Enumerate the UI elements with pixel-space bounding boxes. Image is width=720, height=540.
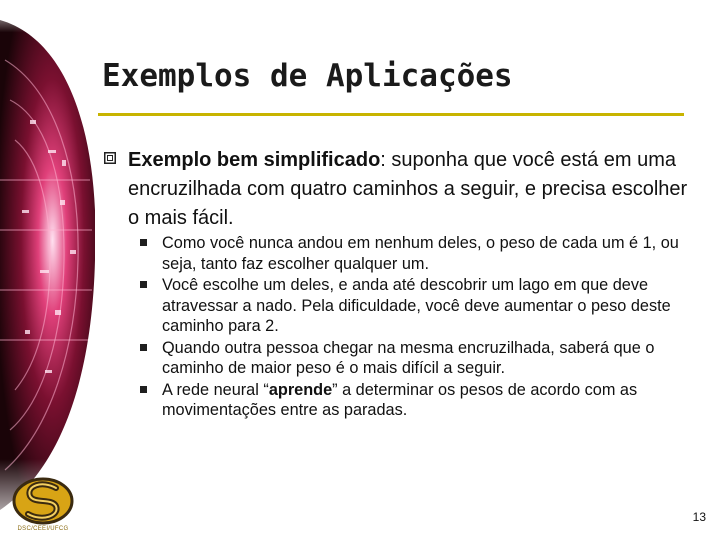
sub-bullet-bold: aprende	[268, 380, 333, 399]
sub-bullet-item	[162, 275, 707, 337]
logo-caption: DSC/CEEI/UFCG	[17, 526, 69, 532]
sub-bullet-text-before: A rede neural “	[162, 380, 269, 399]
filled-square-bullet-icon	[140, 386, 147, 393]
hollow-square-bullet-icon	[104, 151, 116, 163]
ufcg-logo-icon	[12, 470, 74, 532]
sub-bullet-text: Como você nunca andou em nenhum deles, o peso de cada um é 1, ou seja, tanto faz escolher qualquer um.	[162, 234, 679, 273]
filled-square-bullet-icon	[140, 281, 147, 288]
sub-bullet-text: Quando outra pessoa chegar na mesma encruzilhada, saberá que o caminho de maior peso é o mais difícil a seguir.	[162, 338, 655, 377]
sub-bullet-list	[162, 233, 707, 422]
main-bullet-bold-lead: Exemplo bem simplificado	[128, 149, 381, 171]
slide-title: Exemplos de Aplicações	[102, 58, 513, 94]
title-underline	[98, 113, 684, 116]
main-bullet-body: : suponha que você está em uma encruzilhada com quatro caminhos a seguir, e precisa escolher o mais fácil.	[128, 149, 688, 229]
sub-bullet-text-after: ” a determinar os pesos de acordo com as movimentações entre as paradas.	[162, 380, 638, 419]
sub-bullet-item	[162, 233, 707, 274]
main-bullet-text	[128, 146, 703, 233]
filled-square-bullet-icon	[140, 344, 147, 351]
filled-square-bullet-icon	[140, 239, 147, 246]
sub-bullet-text: Você escolhe um deles, e anda até descobrir um lago em que deve atravessar a nado. Pela dificuldade, você deve aumentar o peso deste caminho para 2.	[162, 276, 671, 335]
side-decoration-graphic	[0, 0, 95, 540]
page-number: 13	[692, 510, 706, 524]
sub-bullet-item	[162, 380, 707, 421]
sub-bullet-item	[162, 338, 707, 379]
